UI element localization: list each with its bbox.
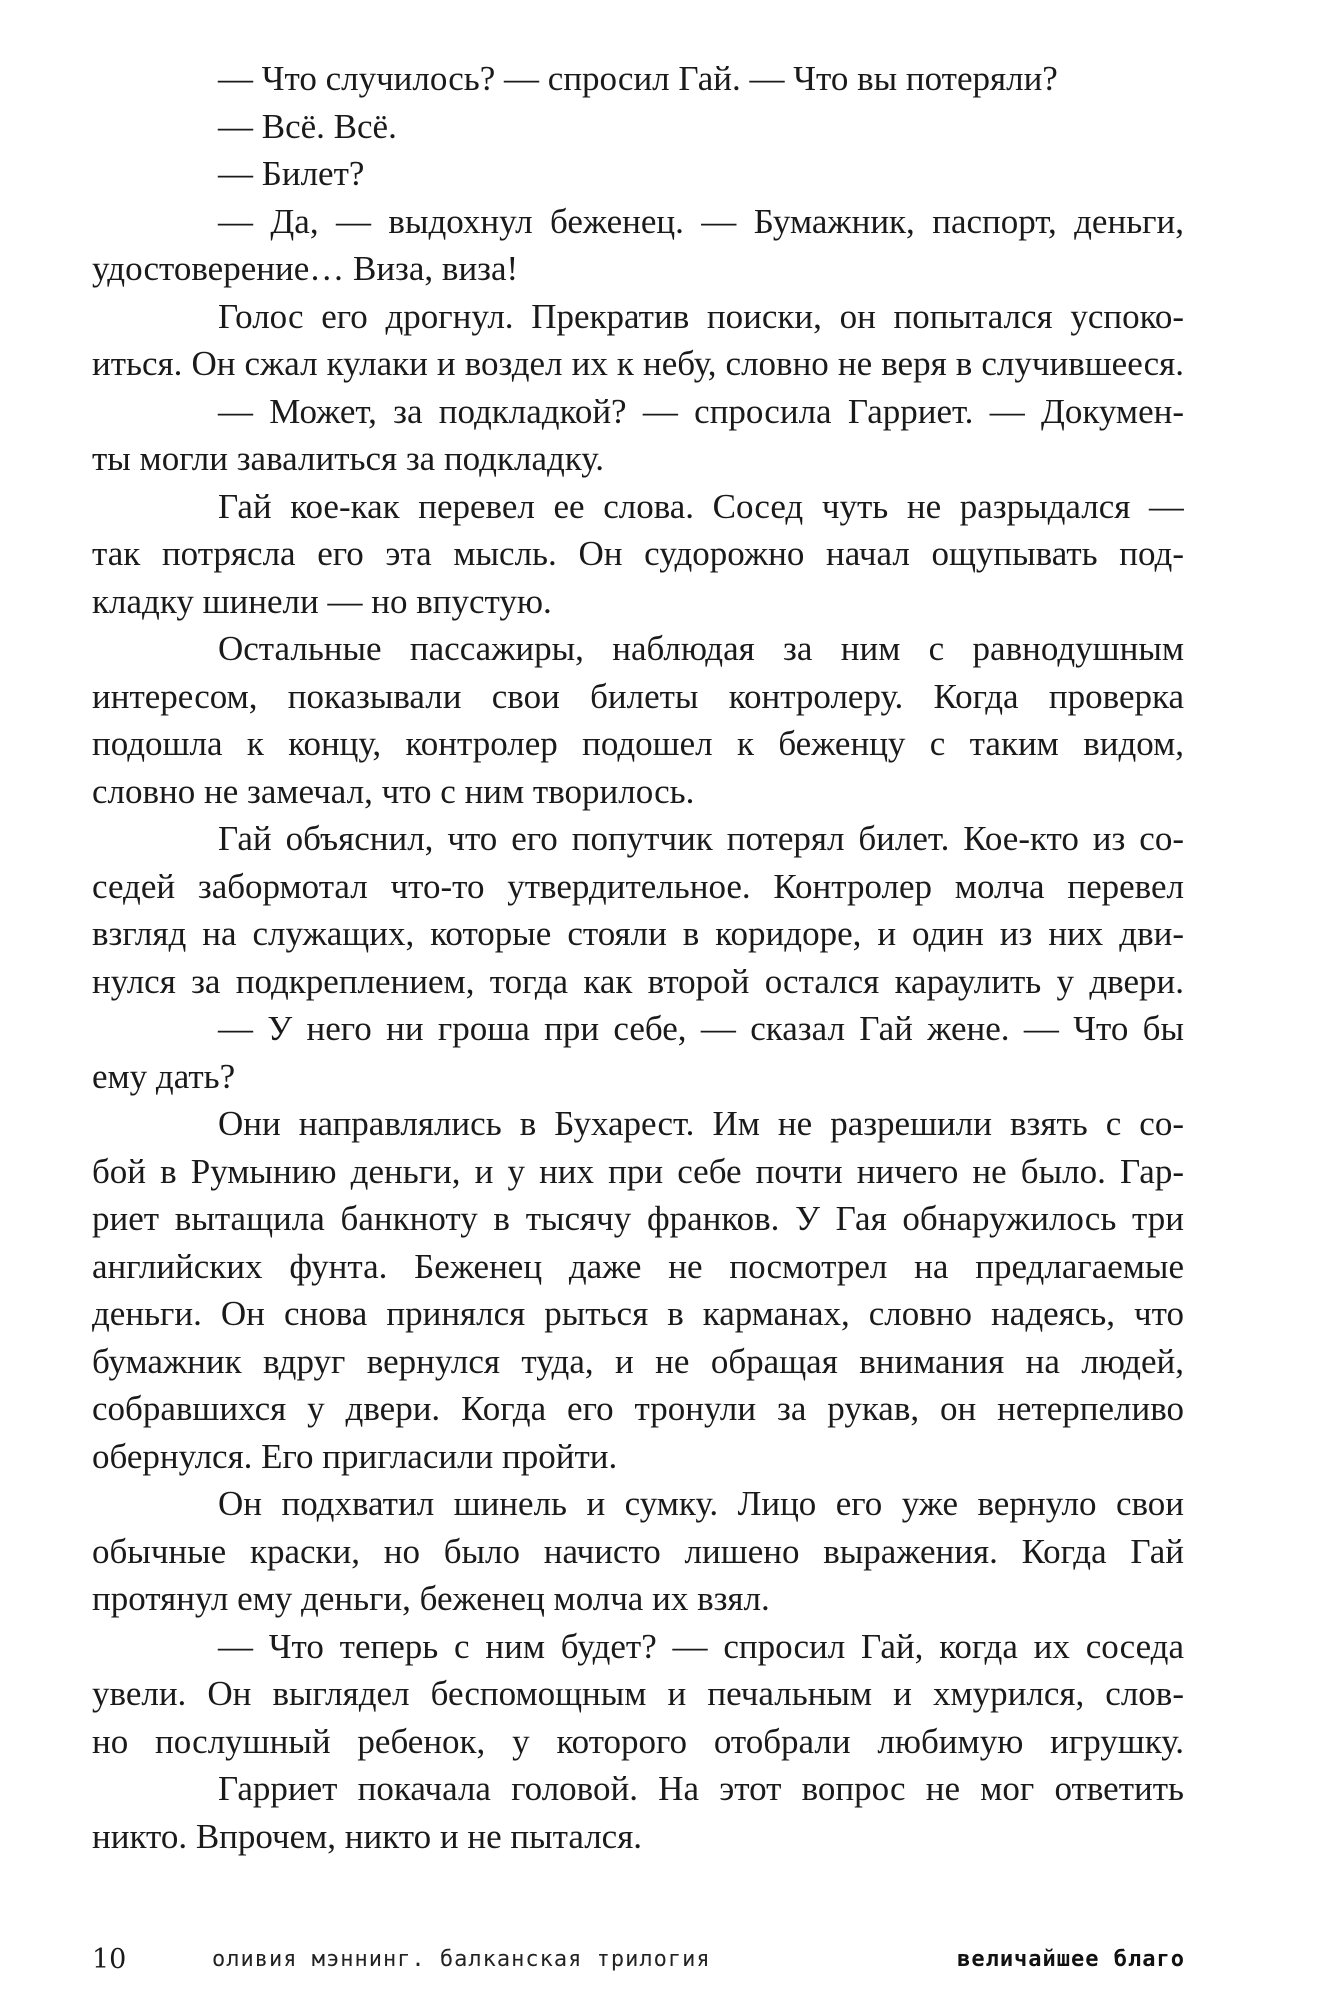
page-number: 10: [92, 1944, 127, 1975]
text-line: так потрясла его эта мысль. Он судорожно начал ощупывать под-: [92, 534, 1184, 573]
text-line: взгляд на служащих, которые стояли в коридоре, и один из них дви-: [92, 914, 1184, 953]
text-line: — У него ни гроша при себе, — сказал Гай жене. — Что бы: [218, 1009, 1184, 1048]
text-line: ему дать?: [92, 1056, 236, 1096]
text-line: удостоверение… Виза, виза!: [92, 249, 519, 288]
text-line: ты могли завалиться за подкладку.: [92, 439, 605, 478]
text-line: Гай объяснил, что его попутчик потерял билет. Кое-кто из со-: [218, 819, 1184, 858]
text-line: бумажник вдруг вернулся туда, и не обращая внимания на людей,: [92, 1341, 1184, 1381]
text-line: подошла к концу, контролер подошел к беженцу с таким видом,: [92, 724, 1184, 763]
text-line: — Всё. Всё.: [218, 106, 397, 146]
text-line: — Да, — выдохнул беженец. — Бумажник, паспорт, деньги,: [218, 201, 1184, 241]
text-line: кладку шинели — но впустую.: [92, 581, 552, 621]
page-footer: [0, 1940, 1333, 1980]
section-title: величайшее благо: [957, 1947, 1185, 1972]
text-line: никто. Впрочем, никто и не пытался.: [92, 1816, 643, 1856]
text-line: увели. Он выглядел беспомощным и печальным и хмурился, слов-: [92, 1674, 1184, 1713]
body-text: [92, 55, 1184, 1865]
text-line: риет вытащила банкноту в тысячу франков. У Гая обнаружилось три: [92, 1199, 1184, 1238]
running-title: оливия мэннинг. балканская трилогия: [212, 1947, 711, 1972]
text-line: собравшихся у двери. Когда его тронули за рукав, он нетерпеливо: [92, 1389, 1184, 1428]
text-line: Гай кое-как перевел ее слова. Сосед чуть не разрыдался —: [218, 486, 1184, 526]
text-line: Голос его дрогнул. Прекратив поиски, он попытался успоко-: [218, 296, 1184, 336]
text-line: Остальные пассажиры, наблюдая за ним с равнодушным: [218, 629, 1184, 668]
text-line: словно не замечал, что с ним творилось.: [92, 771, 695, 811]
text-line: интересом, показывали свои билеты контролеру. Когда проверка: [92, 676, 1184, 716]
text-line: обернулся. Его пригласили пройти.: [92, 1436, 618, 1476]
text-line: иться. Он сжал кулаки и воздел их к небу, словно не веря в случившееся.: [92, 344, 1184, 383]
text-line: — Что теперь с ним будет? — спросил Гай, когда их соседа: [218, 1626, 1184, 1666]
text-line: протянул ему деньги, беженец молча их взял.: [92, 1579, 770, 1618]
text-line: Он подхватил шинель и сумку. Лицо его уже вернуло свои: [218, 1484, 1184, 1523]
text-line: нулся за подкреплением, тогда как второй остался караулить у двери.: [92, 961, 1184, 1001]
text-line: но послушный ребенок, у которого отобрали любимую игрушку.: [92, 1721, 1184, 1761]
text-line: — Билет?: [218, 154, 365, 193]
text-line: Гарриет покачала головой. На этот вопрос не мог ответить: [218, 1769, 1184, 1808]
text-line: седей забормотал что-то утвердительное. Контролер молча перевел: [92, 866, 1184, 906]
text-line: обычные краски, но было начисто лишено выражения. Когда Гай: [92, 1531, 1184, 1571]
text-line: — Может, за подкладкой? — спросила Гарриет. — Докумен-: [218, 391, 1184, 431]
text-line: Они направлялись в Бухарест. Им не разрешили взять с со-: [218, 1104, 1184, 1143]
text-line: деньги. Он снова принялся рыться в карманах, словно надеясь, что: [92, 1294, 1184, 1333]
text-line: — Что случилось? — спросил Гай. — Что вы потеряли?: [218, 59, 1058, 98]
text-line: бой в Румынию деньги, и у них при себе почти ничего не было. Гар-: [92, 1151, 1184, 1191]
text-line: английских фунта. Беженец даже не посмотрел на предлагаемые: [92, 1246, 1184, 1286]
